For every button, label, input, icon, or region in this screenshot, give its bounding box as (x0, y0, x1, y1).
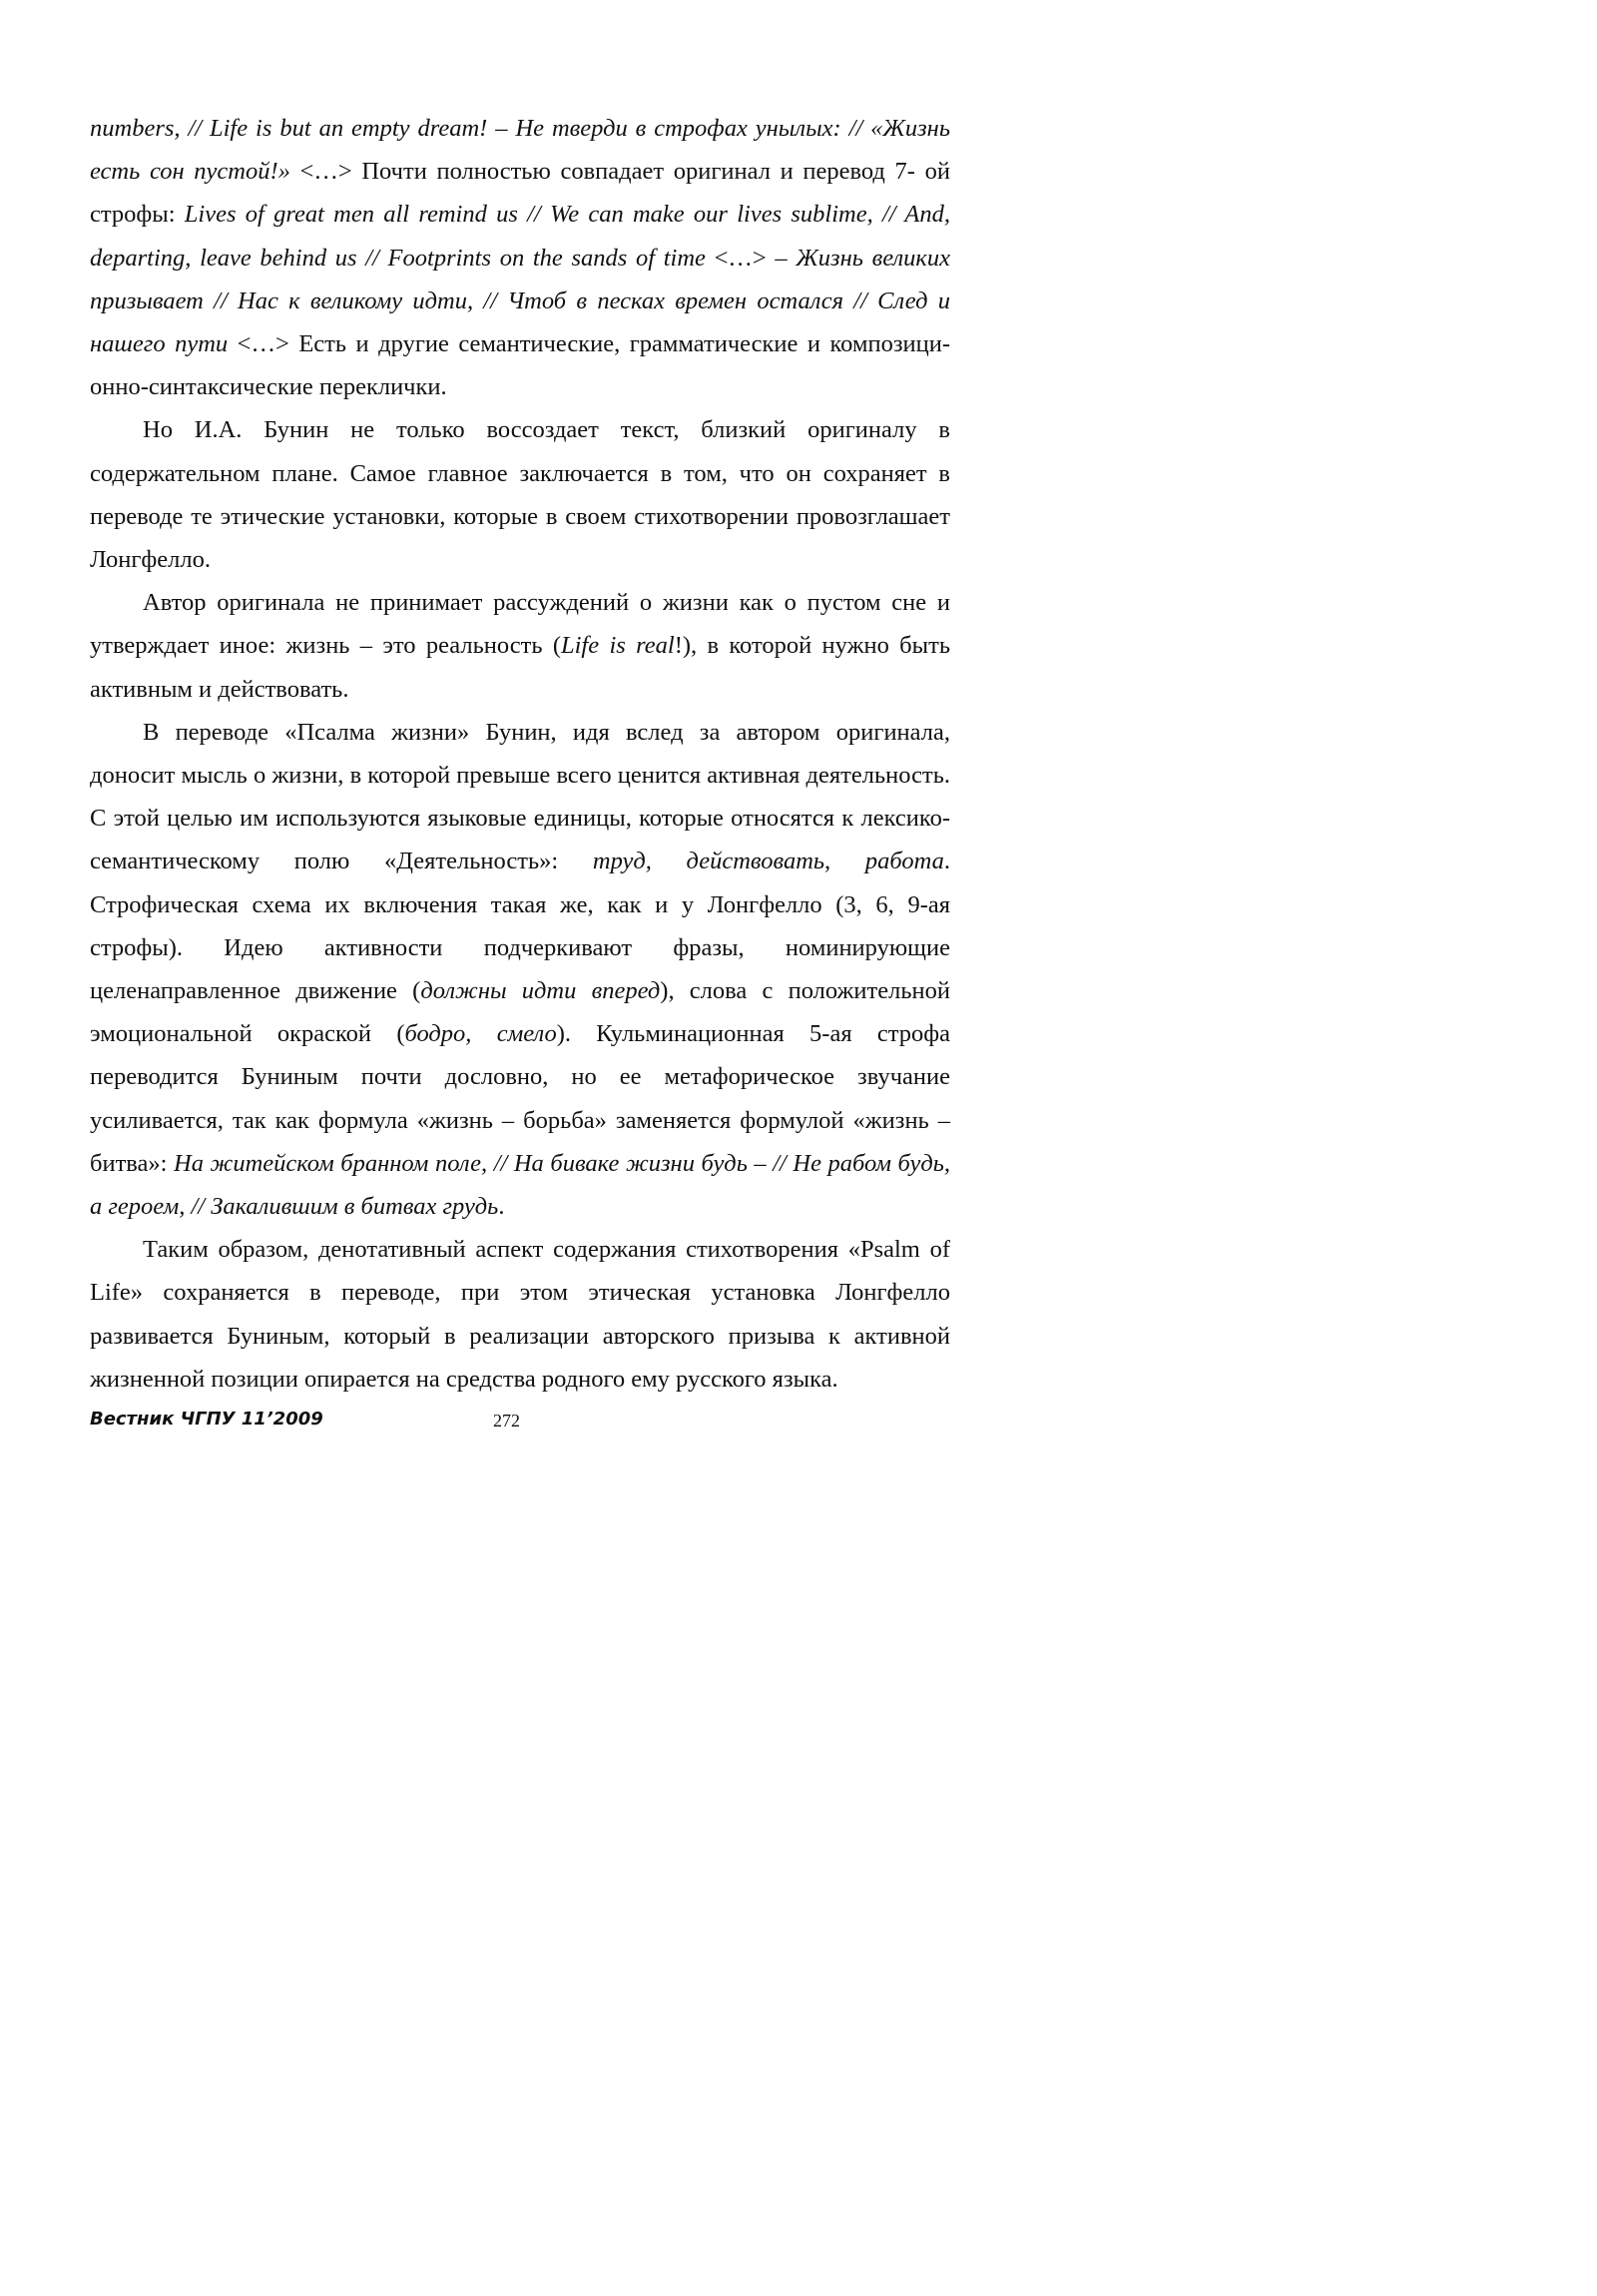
text-run: <…> Почти полностью совпадает оригинал и перевод 7- ой строфы: (90, 158, 950, 229)
italic-text-run: Lives of great men all remind us // We can make our lives sublime, // And, departing, leave behind us // Footprints on the sands of time (90, 201, 950, 272)
text-run: Автор оригинала не принимает рассуждений о жизни как о пустом сне и утверждает иное: жизнь – это реальность ( (90, 589, 950, 660)
text-run: Но И.А. Бунин не только воссоздает текст, близкий оригиналу в содержательном плане. Самое главное заключается в том, что он сохраняет в переводе те этические установки, которые в своем стихотворении провозглашает Лонгфелло. (90, 416, 950, 574)
paragraph-1 (90, 107, 950, 408)
italic-text-run: бодро, смело (404, 1020, 557, 1048)
paragraph-3 (90, 581, 950, 711)
text-run: ), слова с положительной эмоциональной окраской ( (90, 977, 950, 1048)
text-run: . (498, 1193, 505, 1221)
paragraph-2 (90, 408, 950, 581)
paragraph-5 (90, 1228, 950, 1401)
text-run: В переводе «Псалма жизни» Бунин, идя вслед за автором оригинала, доносит мысль о жизни, в которой превыше всего ценится активная деятельность. С этой целью им используются языковые единицы, которые относятся к лексико-семантическому полю «Деятельность»: (90, 718, 950, 875)
footer-journal-title: Вестник ЧГПУ 11’2009 (90, 1409, 323, 1430)
italic-text-run: Жизнь великих призывает // Нас к великому идти, // Чтоб в песках времен остался // След и нашего пути (90, 244, 950, 358)
text-run: Таким образом, денотативный аспект содержания стихотворения «Psalm of Life» сохраняется в переводе, при этом этическая установка Лонгфелло развивается Буниным, который в реализации авторского призыва к активной жизненной позиции опирается на средства родного ему русского языка. (90, 1236, 950, 1393)
footer-page-number: 272 (493, 1411, 520, 1431)
text-run: <…> – (705, 244, 797, 272)
paragraph-4 (90, 711, 950, 1228)
italic-text-run: труд, действовать, работа (592, 848, 944, 875)
text-run: . Строфическая схема их включения такая же, как и у Лонгфелло (3, 6, 9-ая строфы). Идею активности подчеркивают фразы, номинирующие целенаправленное движение ( (90, 848, 950, 1005)
text-run: ). Кульминационная 5-ая строфа переводится Буниным почти дословно, но ее метафорическое звучание усиливается, так как формула «жизнь – борьба» заменяется формулой «жизнь – битва»: (90, 1020, 951, 1177)
page-body (90, 107, 950, 1401)
italic-text-run: numbers, // Life is but an empty dream! – Не тверди в строфах унылых: // «Жизнь есть сон пустой!» (90, 115, 950, 186)
italic-text-run: На житейском бранном поле, // На биваке жизни будь – // Не рабом будь, а героем, // Закалившим в битвах грудь (90, 1149, 951, 1221)
text-run: !), в которой нужно быть активным и действовать. (90, 632, 950, 703)
italic-text-run: Life is real (561, 632, 675, 660)
text-run: <…> Есть и другие семантические, грамматические и композици-онно-синтаксические переклички. (90, 330, 950, 401)
italic-text-run: должны идти вперед (420, 977, 661, 1005)
